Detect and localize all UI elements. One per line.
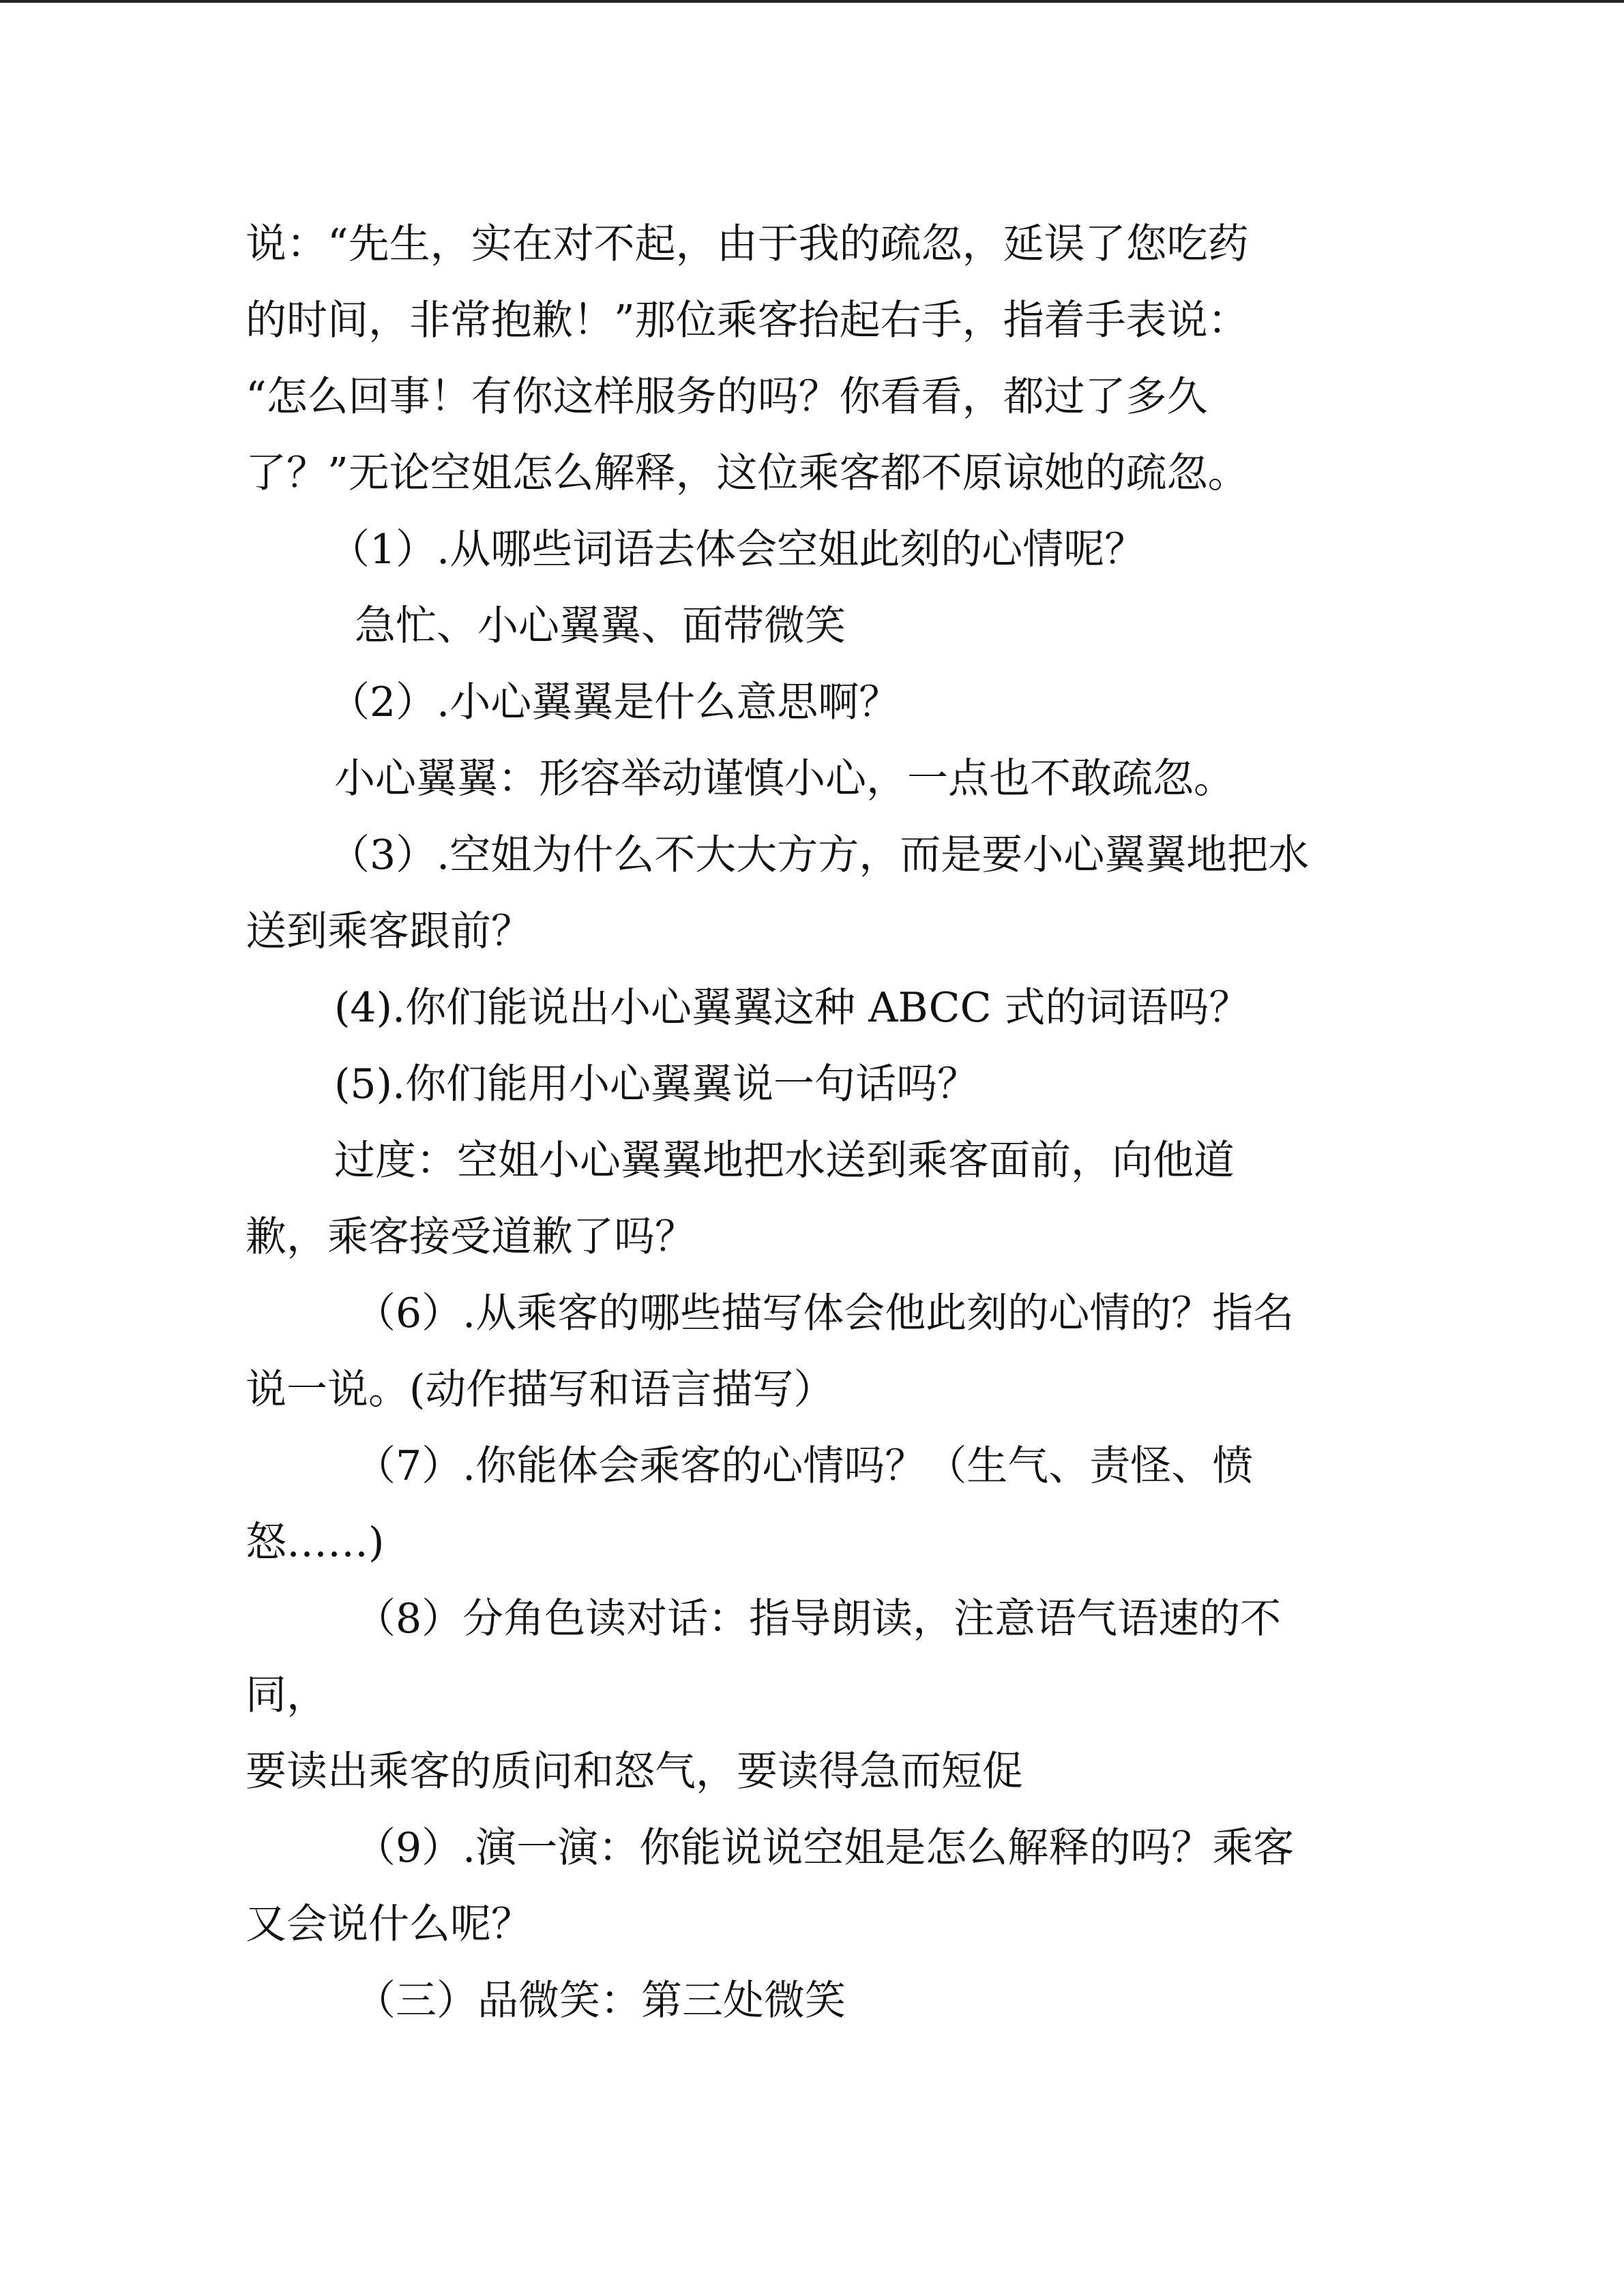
text-line: 说一说。(动作描写和语言描写） [246, 1366, 835, 1414]
text-line: 说：“先生，实在对不起，由于我的疏忽，延误了您吃药 [246, 220, 1249, 268]
text-line: 要读出乘客的质问和怒气，要读得急而短促 [246, 1748, 1023, 1795]
text-line: 又会说什么呢？ [246, 1900, 532, 1948]
text-line: “怎么回事！有你这样服务的吗？你看看，都过了多久 [246, 373, 1208, 421]
text-line: 歉，乘客接受道歉了吗？ [246, 1213, 696, 1261]
text-line: 了？”无论空姐怎么解释，这位乘客都不原谅她的疏忽。 [246, 449, 1249, 497]
question-line: （2）.小心翼翼是什么意思啊？ [329, 679, 900, 726]
question-line: （7）.你能体会乘客的心情吗？（生气、责怪、愤 [355, 1442, 1254, 1490]
text-line: 送到乘客跟前？ [246, 908, 532, 955]
question-line: （6）.从乘客的哪些描写体会他此刻的心情的？指名 [355, 1289, 1295, 1337]
question-line: (5).你们能用小心翼翼说一句话吗？ [334, 1060, 979, 1108]
transition-line: 过度：空姐小心翼翼地把水送到乘客面前，向他道 [334, 1137, 1235, 1184]
question-line: (4).你们能说出小心翼翼这种 ABCC 式的词语吗？ [334, 984, 1250, 1032]
question-line: （9）.演一演：你能说说空姐是怎么解释的吗？乘客 [355, 1824, 1295, 1872]
text-line: 的时间，非常抱歉！”那位乘客抬起右手，指着手表说： [246, 297, 1249, 344]
answer-line: 小心翼翼：形容举动谨慎小心，一点也不敢疏忽。 [334, 755, 1235, 803]
answer-line: 急忙、小心翼翼、面带微笑 [355, 602, 846, 650]
text-line: 同， [246, 1671, 327, 1719]
text-line: 怒……) [246, 1519, 385, 1566]
question-line: （3）.空姐为什么不大大方方，而是要小心翼翼地把水 [329, 831, 1310, 879]
question-line: （1）.从哪些词语去体会空姐此刻的心情呢？ [329, 526, 1146, 573]
section-heading: （三）品微笑：第三处微笑 [355, 1977, 846, 2025]
question-line: （8）分角色读对话：指导朗读，注意语气语速的不 [355, 1595, 1282, 1643]
